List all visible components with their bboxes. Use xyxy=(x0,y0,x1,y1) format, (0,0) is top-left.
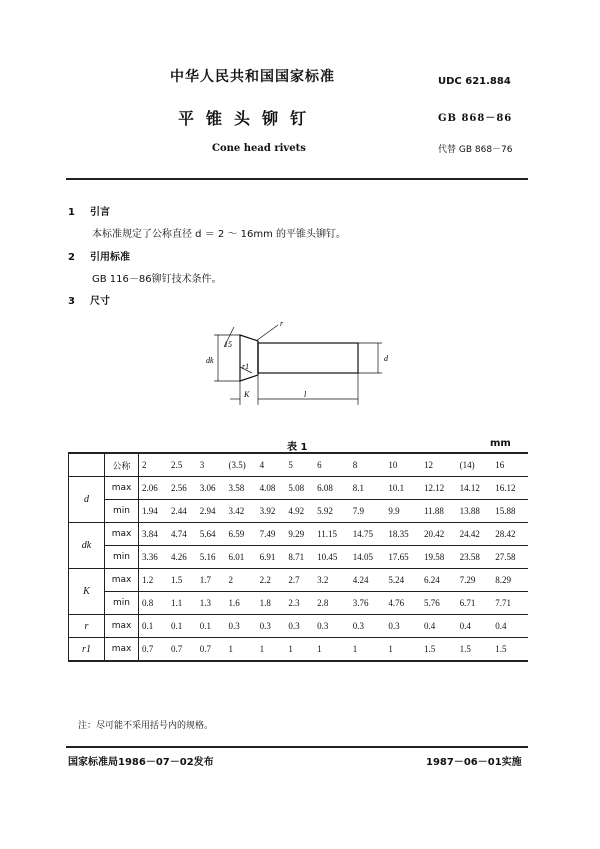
table-cell: 1 xyxy=(226,638,257,662)
limit-label: min xyxy=(105,546,139,569)
parameter-symbol: r xyxy=(69,615,105,638)
table-cell: 6.24 xyxy=(421,569,457,592)
table-cell: 19.58 xyxy=(421,546,457,569)
table-cell: 0.3 xyxy=(285,615,314,638)
table-cell: 3.84 xyxy=(139,523,169,546)
table-cell: 3.06 xyxy=(197,477,226,500)
table-cell: 10.1 xyxy=(385,477,421,500)
table-cell: 5.76 xyxy=(421,592,457,615)
table-cell: 1 xyxy=(257,638,286,662)
size-header: 3 xyxy=(197,453,226,477)
table-cell: 6.91 xyxy=(257,546,286,569)
table-cell: 7.49 xyxy=(257,523,286,546)
table-cell: 3.36 xyxy=(139,546,169,569)
size-header: 10 xyxy=(385,453,421,477)
table-cell: 2.8 xyxy=(314,592,350,615)
table-cell: 4.24 xyxy=(350,569,386,592)
dimension-table xyxy=(68,452,528,662)
table-cell: 1.8 xyxy=(257,592,286,615)
table-row xyxy=(69,546,529,569)
table-cell: 9.9 xyxy=(385,500,421,523)
section-1-heading xyxy=(68,203,110,218)
bottom-rule xyxy=(66,746,528,748)
section-number: 3 xyxy=(68,296,75,307)
limit-label: max xyxy=(105,523,139,546)
section-title: 尺寸 xyxy=(90,296,110,307)
table-cell: 1.5 xyxy=(492,638,528,662)
table-cell: 5.24 xyxy=(385,569,421,592)
radius-label: r xyxy=(280,319,284,328)
table-cell: 2.56 xyxy=(168,477,197,500)
table-cell: 4.76 xyxy=(385,592,421,615)
table-cell: 4.26 xyxy=(168,546,197,569)
size-header: (3.5) xyxy=(226,453,257,477)
table-cell: 7.71 xyxy=(492,592,528,615)
effective-date: 1987－06－01实施 xyxy=(426,757,522,768)
size-header: (14) xyxy=(457,453,493,477)
size-header: 5 xyxy=(285,453,314,477)
table-cell: 0.4 xyxy=(492,615,528,638)
table-cell: 0.7 xyxy=(168,638,197,662)
table-cell: 6.59 xyxy=(226,523,257,546)
dimension-table-body xyxy=(69,453,529,661)
table-cell: 5.16 xyxy=(197,546,226,569)
table-cell: 1 xyxy=(285,638,314,662)
table-caption: 表 1 xyxy=(287,442,308,453)
table-row xyxy=(69,523,529,546)
table-cell: 1.3 xyxy=(197,592,226,615)
fillet-radius-label: r1 xyxy=(242,362,250,371)
angle-label: 15 xyxy=(224,340,232,349)
table-cell: 5.92 xyxy=(314,500,350,523)
section-2-body: GB 116－86铆钉技术条件。 xyxy=(92,274,222,285)
issued-date: 国家标准局1986－07－02发布 xyxy=(68,757,214,768)
parameter-symbol: dk xyxy=(69,523,105,569)
size-header: 8 xyxy=(350,453,386,477)
table-cell: 0.1 xyxy=(168,615,197,638)
limit-label: max xyxy=(105,615,139,638)
table-cell: 2.7 xyxy=(285,569,314,592)
table-cell: 11.15 xyxy=(314,523,350,546)
table-cell: 3.42 xyxy=(226,500,257,523)
table-cell: 20.42 xyxy=(421,523,457,546)
section-title: 引言 xyxy=(90,207,110,218)
table-cell: 6.01 xyxy=(226,546,257,569)
length-label: l xyxy=(304,390,307,399)
header-label: 公称 xyxy=(105,453,139,477)
table-cell: 8.29 xyxy=(492,569,528,592)
dimension-lines xyxy=(214,325,382,405)
limit-label: min xyxy=(105,500,139,523)
section-number: 2 xyxy=(68,252,75,263)
table-cell: 13.88 xyxy=(457,500,493,523)
limit-label: max xyxy=(105,638,139,662)
table-cell: 11.88 xyxy=(421,500,457,523)
table-cell: 1.5 xyxy=(168,569,197,592)
limit-label: max xyxy=(105,569,139,592)
size-header: 12 xyxy=(421,453,457,477)
table-cell: 5.08 xyxy=(285,477,314,500)
section-title: 引用标准 xyxy=(90,252,130,263)
table-header-row xyxy=(69,453,529,477)
table-cell: 3.2 xyxy=(314,569,350,592)
table-cell: 16.12 xyxy=(492,477,528,500)
table-row xyxy=(69,477,529,500)
national-standard-heading: 中华人民共和国国家标准 xyxy=(170,69,335,85)
size-header: 4 xyxy=(257,453,286,477)
section-number: 1 xyxy=(68,207,75,218)
table-cell: 1.1 xyxy=(168,592,197,615)
table-cell: 1.7 xyxy=(197,569,226,592)
table-row xyxy=(69,615,529,638)
table-cell: 15.88 xyxy=(492,500,528,523)
table-cell: 2.06 xyxy=(139,477,169,500)
table-cell: 8.1 xyxy=(350,477,386,500)
size-header: 6 xyxy=(314,453,350,477)
table-cell: 2.3 xyxy=(285,592,314,615)
replaces-note: 代替 GB 868－76 xyxy=(438,145,513,155)
table-cell: 4.74 xyxy=(168,523,197,546)
table-corner-cell xyxy=(69,453,105,477)
standard-code: GB 868－86 xyxy=(438,113,513,124)
table-cell: 2.44 xyxy=(168,500,197,523)
section-3-heading xyxy=(68,292,110,307)
shank-diameter-label: d xyxy=(384,354,388,363)
table-cell: 3.76 xyxy=(350,592,386,615)
section-1-body: 本标准规定了公称直径 d ＝ 2 ～ 16mm 的平锥头铆钉。 xyxy=(92,229,346,240)
table-cell: 0.3 xyxy=(385,615,421,638)
top-rule xyxy=(66,178,528,180)
table-cell: 12.12 xyxy=(421,477,457,500)
table-cell: 28.42 xyxy=(492,523,528,546)
table-cell: 6.71 xyxy=(457,592,493,615)
table-cell: 6.08 xyxy=(314,477,350,500)
parameter-symbol: d xyxy=(69,477,105,523)
english-title: Cone head rivets xyxy=(212,143,306,154)
size-header: 2 xyxy=(139,453,169,477)
table-cell: 0.7 xyxy=(197,638,226,662)
table-cell: 0.3 xyxy=(226,615,257,638)
table-cell: 14.12 xyxy=(457,477,493,500)
table-cell: 1 xyxy=(314,638,350,662)
table-cell: 14.75 xyxy=(350,523,386,546)
table-cell: 8.71 xyxy=(285,546,314,569)
table-cell: 0.1 xyxy=(197,615,226,638)
table-cell: 1.94 xyxy=(139,500,169,523)
size-header: 2.5 xyxy=(168,453,197,477)
table-cell: 5.64 xyxy=(197,523,226,546)
rivet-drawing xyxy=(200,305,400,415)
section-2-heading xyxy=(68,248,130,263)
table-cell: 0.4 xyxy=(457,615,493,638)
table-cell: 1.2 xyxy=(139,569,169,592)
table-cell: 2 xyxy=(226,569,257,592)
table-cell: 0.7 xyxy=(139,638,169,662)
table-cell: 1 xyxy=(350,638,386,662)
table-cell: 0.4 xyxy=(421,615,457,638)
table-row xyxy=(69,592,529,615)
table-cell: 7.9 xyxy=(350,500,386,523)
table-row xyxy=(69,500,529,523)
head-diameter-label: dk xyxy=(206,356,214,365)
rivet-outline xyxy=(240,335,358,381)
table-cell: 10.45 xyxy=(314,546,350,569)
table-cell: 0.3 xyxy=(314,615,350,638)
parameter-symbol: K xyxy=(69,569,105,615)
parameter-symbol: r1 xyxy=(69,638,105,662)
table-cell: 1.5 xyxy=(421,638,457,662)
table-cell: 0.3 xyxy=(350,615,386,638)
table-cell: 9.29 xyxy=(285,523,314,546)
size-header: 16 xyxy=(492,453,528,477)
table-cell: 18.35 xyxy=(385,523,421,546)
table-cell: 4.08 xyxy=(257,477,286,500)
table-cell: 3.58 xyxy=(226,477,257,500)
table-cell: 27.58 xyxy=(492,546,528,569)
table-cell: 0.8 xyxy=(139,592,169,615)
table-cell: 4.92 xyxy=(285,500,314,523)
table-cell: 3.92 xyxy=(257,500,286,523)
table-cell: 1 xyxy=(385,638,421,662)
table-note: 注：尽可能不采用括号内的规格。 xyxy=(78,721,214,731)
table-cell: 2.94 xyxy=(197,500,226,523)
limit-label: max xyxy=(105,477,139,500)
table-unit: mm xyxy=(490,438,511,449)
table-cell: 24.42 xyxy=(457,523,493,546)
table-row xyxy=(69,638,529,662)
table-row xyxy=(69,569,529,592)
table-cell: 23.58 xyxy=(457,546,493,569)
table-cell: 0.3 xyxy=(257,615,286,638)
limit-label: min xyxy=(105,592,139,615)
table-cell: 2.2 xyxy=(257,569,286,592)
udc-code: UDC 621.884 xyxy=(438,76,511,87)
table-cell: 17.65 xyxy=(385,546,421,569)
table-cell: 1.5 xyxy=(457,638,493,662)
table-cell: 0.1 xyxy=(139,615,169,638)
table-cell: 7.29 xyxy=(457,569,493,592)
document-title: 平锥头铆钉 xyxy=(178,109,319,128)
table-cell: 1.6 xyxy=(226,592,257,615)
head-height-label: K xyxy=(244,390,250,399)
table-cell: 14.05 xyxy=(350,546,386,569)
